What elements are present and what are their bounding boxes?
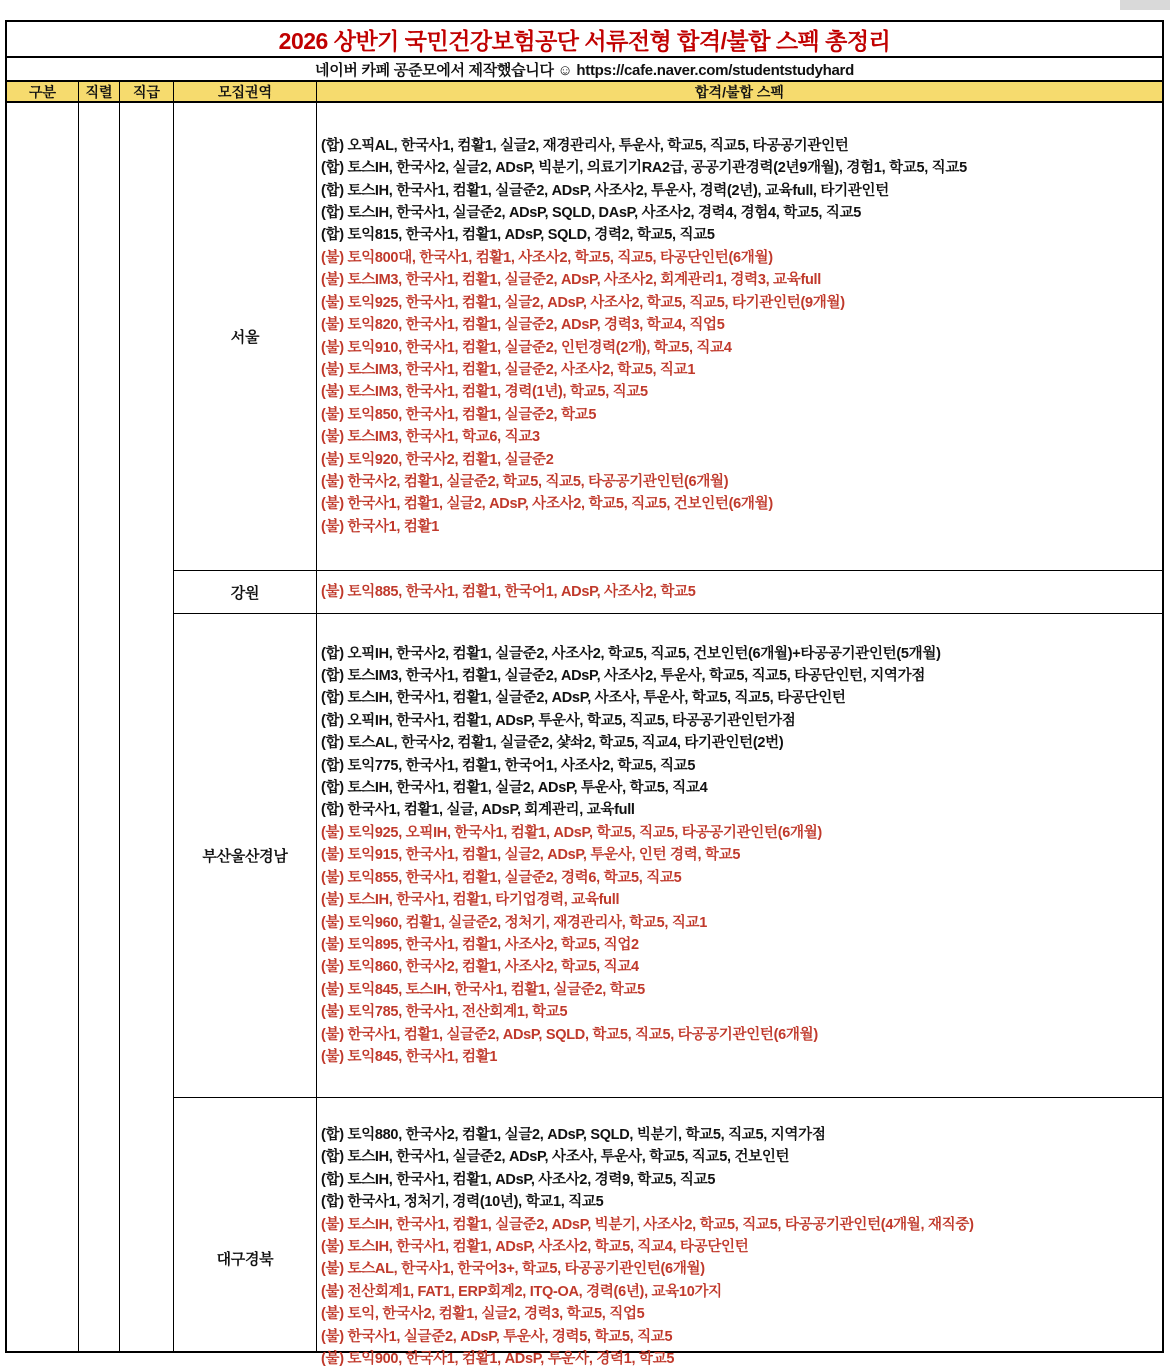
spec-line: (합) 한국사1, 정처기, 경력(10년), 학교1, 직교5	[321, 1194, 604, 1211]
spec-cell	[317, 1098, 1162, 1368]
spec-cell	[317, 571, 1162, 613]
spec-line: (합) 토스IH, 한국사2, 실글2, ADsP, 빅분기, 의료기기RA2급, 공공기관경력(2년9개월), 경험1, 학교5, 직교5	[321, 160, 967, 177]
column-header-jikryeol: 직렬	[79, 82, 120, 101]
spec-line: (불) 토익925, 오픽IH, 한국사1, 컴활1, ADsP, 학교5, 직교5, 타공공기관인턴(6개월)	[321, 824, 822, 841]
spec-cell	[317, 103, 1162, 570]
spec-line: (합) 토스IH, 한국사1, 컴활1, 실글준2, ADsP, 사조사, 투운사, 학교5, 직교5, 타공단인턴	[321, 690, 846, 707]
empty-cell-jikryeol	[79, 103, 120, 1351]
spec-line: (합) 토익880, 한국사2, 컴활1, 실글2, ADsP, SQLD, 빅분기, 학교5, 직교5, 지역가점	[321, 1127, 826, 1143]
spec-line: (불) 토익785, 한국사1, 전산회계1, 학교5	[321, 1004, 568, 1021]
spec-line: (합) 토익815, 한국사1, 컴활1, ADsP, SQLD, 경력2, 학교5, 직교5	[321, 227, 715, 244]
spec-line: (불) 토스IM3, 한국사1, 컴활1, 경력(1년), 학교5, 직교5	[321, 384, 648, 401]
spec-line: (불) 토익925, 한국사1, 컴활1, 실글2, ADsP, 사조사2, 학교5, 직교5, 타기관인턴(9개월)	[321, 294, 845, 311]
spec-line: (불) 토익845, 토스IH, 한국사1, 컴활1, 실글준2, 학교5	[321, 981, 645, 998]
page-corner-strip	[1120, 0, 1170, 10]
spec-line: (불) 토익820, 한국사1, 컴활1, 실글준2, ADsP, 경력3, 학교4, 직업5	[321, 317, 725, 334]
spec-table	[5, 20, 1164, 1368]
spec-line: (불) 한국사1, 실글준2, ADsP, 투운사, 경력5, 학교5, 직교5	[321, 1328, 673, 1345]
table-body	[7, 103, 1162, 1368]
spec-line: (합) 오픽IH, 한국사1, 컴활1, ADsP, 투운사, 학교5, 직교5, 타공공기관인턴가점	[321, 712, 796, 729]
table-header-row	[7, 82, 1162, 103]
spec-line: (불) 토스IM3, 한국사1, 컴활1, 실글준2, 사조사2, 학교5, 직교1	[321, 361, 696, 378]
spec-line: (합) 한국사1, 컴활1, 실글, ADsP, 회계관리, 교육full	[321, 802, 635, 819]
spec-line: (불) 한국사1, 컴활1, 실글준2, ADsP, SQLD, 학교5, 직교5, 타공공기관인턴(6개월)	[321, 1026, 818, 1043]
column-header-spec: 합격/불합 스펙	[695, 83, 784, 100]
spec-line: (불) 토익915, 한국사1, 컴활1, 실글2, ADsP, 투운사, 인턴 경력, 학교5	[321, 847, 741, 864]
spec-line: (불) 토익800대, 한국사1, 컴활1, 사조사2, 학교5, 직교5, 타공단인턴(6개월)	[321, 249, 773, 266]
spec-line: (불) 토스AL, 한국사1, 한국어3+, 학교5, 타공공기관인턴(6개월)	[321, 1261, 705, 1278]
spec-line: (불) 토익885, 한국사1, 컴활1, 한국어1, ADsP, 사조사2, 학교5	[321, 583, 696, 600]
regions	[174, 103, 1162, 1368]
spec-line: (불) 토익895, 한국사1, 컴활1, 사조사2, 학교5, 직업2	[321, 936, 639, 953]
source-subtitle: 네이버 카페 공준모에서 제작했습니다 ☺ https://cafe.naver.com/studentstudyhard	[7, 58, 1162, 82]
empty-cell-gubun	[7, 103, 79, 1351]
spec-line: (불) 토스IH, 한국사1, 컴활1, 타기업경력, 교육full	[321, 892, 620, 909]
region-row	[174, 103, 1162, 571]
column-header-jikgeup: 직급	[120, 82, 174, 101]
region-label: 부산울산경남	[174, 614, 317, 1097]
region-label: 서울	[174, 103, 317, 570]
spec-line: (불) 전산회계1, FAT1, ERP회계2, ITQ-OA, 경력(6년), 교육10가지	[321, 1283, 722, 1300]
column-header-gubun: 구분	[7, 82, 79, 101]
spec-line: (합) 토스IH, 한국사1, 컴활1, 실글준2, ADsP, 사조사2, 투운사, 경력(2년), 교육full, 타기관인턴	[321, 182, 889, 199]
region-label: 대구경북	[174, 1098, 317, 1351]
spec-line: (합) 오픽IH, 한국사2, 컴활1, 실글준2, 사조사2, 학교5, 직교5, 건보인턴(6개월)+타공공기관인턴(5개월)	[321, 645, 941, 662]
spec-line: (불) 토스IM3, 한국사1, 학교6, 직교3	[321, 429, 540, 446]
region-row	[174, 614, 1162, 1098]
spec-line: (불) 토익, 한국사2, 컴활1, 실글2, 경력3, 학교5, 직업5	[321, 1306, 645, 1323]
spec-line: (합) 토스AL, 한국사2, 컴활1, 실글준2, 샻솨2, 학교5, 직교4, 타기관인턴(2번)	[321, 735, 784, 752]
spec-line: (불) 한국사1, 컴활1, 실글2, ADsP, 사조사2, 학교5, 직교5, 건보인턴(6개월)	[321, 496, 773, 513]
spec-line: (불) 토익900, 한국사1, 컴활1, ADsP, 투운사, 경력1, 학교5	[321, 1351, 675, 1368]
page-title: 2026 상반기 국민건강보험공단 서류전형 합격/불합 스펙 총정리	[7, 22, 1162, 58]
spec-line: (불) 토스IH, 한국사1, 컴활1, 실글준2, ADsP, 빅분기, 사조사2, 학교5, 직교5, 타공공기관인턴(4개월, 재직중)	[321, 1216, 974, 1233]
spec-line: (불) 토스IH, 한국사1, 컴활1, ADsP, 사조사2, 학교5, 직교4, 타공단인턴	[321, 1239, 749, 1256]
spec-line: (불) 토익910, 한국사1, 컴활1, 실글준2, 인턴경력(2개), 학교5, 직교4	[321, 339, 732, 356]
column-header-region: 모집권역	[174, 82, 317, 101]
spec-line: (불) 한국사1, 컴활1	[321, 518, 440, 535]
spec-line: (합) 오픽AL, 한국사1, 컴활1, 실글2, 재경관리사, 투운사, 학교5, 직교5, 타공공기관인턴	[321, 137, 849, 154]
region-row	[174, 571, 1162, 614]
spec-line: (불) 토익920, 한국사2, 컴활1, 실글준2	[321, 451, 554, 468]
spec-line: (합) 토스IM3, 한국사1, 컴활1, 실글준2, ADsP, 사조사2, 투운사, 학교5, 직교5, 타공단인턴, 지역가점	[321, 668, 926, 685]
spec-line: (불) 토익845, 한국사1, 컴활1	[321, 1048, 498, 1065]
spec-line: (합) 토스IH, 한국사1, 컴활1, ADsP, 사조사2, 경력9, 학교5, 직교5	[321, 1171, 716, 1188]
region-label: 강원	[174, 571, 317, 613]
spec-cell	[317, 614, 1162, 1097]
spec-line: (불) 토익855, 한국사1, 컴활1, 실글준2, 경력6, 학교5, 직교5	[321, 869, 682, 886]
spec-line: (합) 토익775, 한국사1, 컴활1, 한국어1, 사조사2, 학교5, 직교5	[321, 757, 696, 774]
spec-line: (불) 토익850, 한국사1, 컴활1, 실글준2, 학교5	[321, 406, 597, 423]
spec-line: (불) 한국사2, 컴활1, 실글준2, 학교5, 직교5, 타공공기관인턴(6개월)	[321, 473, 729, 490]
spec-line: (합) 토스IH, 한국사1, 컴활1, 실글2, ADsP, 투운사, 학교5, 직교4	[321, 780, 708, 797]
spec-line: (불) 토익960, 컴활1, 실글준2, 정처기, 재경관리사, 학교5, 직교1	[321, 914, 708, 931]
spec-line: (불) 토스IM3, 한국사1, 컴활1, 실글준2, ADsP, 사조사2, 회계관리1, 경력3, 교육full	[321, 272, 822, 289]
spec-line: (불) 토익860, 한국사2, 컴활1, 사조사2, 학교5, 직교4	[321, 959, 639, 976]
spec-line: (합) 토스IH, 한국사1, 실글준2, ADsP, 사조사, 투운사, 학교5, 직교5, 건보인턴	[321, 1149, 790, 1166]
spec-line: (합) 토스IH, 한국사1, 실글준2, ADsP, SQLD, DAsP, 사조사2, 경력4, 경험4, 학교5, 직교5	[321, 205, 862, 222]
region-row	[174, 1098, 1162, 1368]
empty-cell-jikgeup	[120, 103, 174, 1351]
